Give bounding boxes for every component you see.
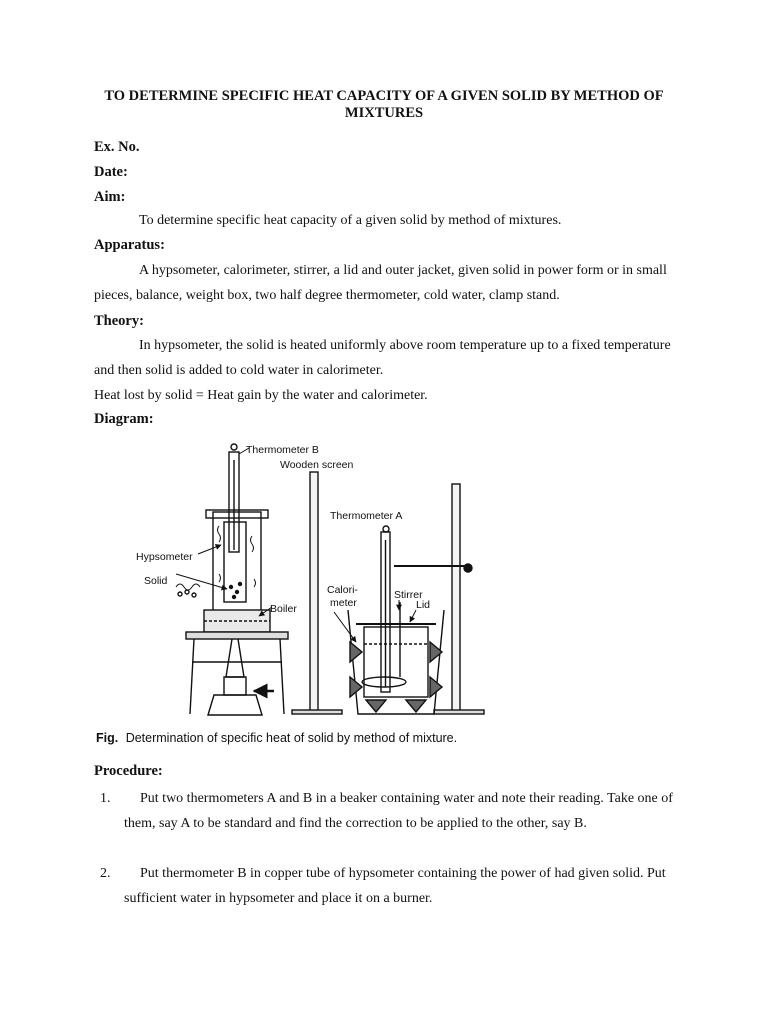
label-stirrer: Stirrer (394, 589, 423, 601)
label-thermometer-a: Thermometer A (330, 510, 403, 522)
procedure-step-number: 2. (100, 866, 111, 881)
figure-caption-prefix: Fig. (96, 731, 119, 745)
label-thermometer-b: Thermometer B (246, 444, 319, 456)
procedure-step (100, 861, 680, 911)
experiment-diagram (94, 432, 674, 752)
label-hypsometer: Hypsometer (136, 551, 193, 563)
procedure-label: Procedure: (94, 763, 163, 779)
aim-label: Aim: (94, 189, 126, 205)
label-lid: Lid (416, 599, 431, 611)
label-calori: Calori- (327, 584, 358, 596)
theory-label: Theory: (94, 313, 144, 329)
procedure-step (100, 786, 680, 836)
document-title: TO DETERMINE SPECIFIC HEAT CAPACITY OF A GIVEN SOLID BY METHOD OF MIXTURES (104, 88, 664, 121)
svg-text:Fig. Determination of spec (96, 731, 457, 745)
hypsometer-apparatus (176, 444, 288, 715)
date-label: Date: (94, 164, 128, 180)
label-wooden-screen: Wooden screen (280, 459, 354, 471)
figure-caption-text: Determination of specific heat of solid by method of mixture. (125, 731, 458, 745)
ex-no-label: Ex. No. (94, 139, 140, 155)
calorimeter-apparatus (292, 472, 484, 714)
diagram-label: Diagram: (94, 411, 154, 427)
theory-text-2: Heat lost by solid = Heat gain by the water and calorimeter. (94, 388, 428, 403)
label-solid: Solid (144, 575, 168, 587)
label-meter: meter (330, 597, 357, 609)
apparatus-label: Apparatus: (94, 237, 165, 253)
procedure-step-text: Put thermometer B in copper tube of hypsometer containing the power of had given solid. Put sufficient water in hypsometer and place it on a burner. (124, 866, 666, 906)
apparatus-text: A hypsometer, calorimeter, stirrer, a lid and outer jacket, given solid in power form or in small pieces, balance, weight box, two half degree thermometer, cold water, clamp stand. (94, 263, 667, 303)
procedure-step-text: Put two thermometers A and B in a beaker containing water and note their reading. Take one of them, say A to be standard and find the correction to be applied to the other, say B. (124, 791, 673, 831)
theory-text-1: In hypsometer, the solid is heated uniformly above room temperature up to a fixed temperature and then solid is added to cold water in calorimeter. (94, 338, 671, 378)
procedure-step-number: 1. (100, 791, 111, 806)
aim-text: To determine specific heat capacity of a given solid by method of mixtures. (139, 213, 562, 228)
label-boiler: Boiler (270, 603, 297, 615)
